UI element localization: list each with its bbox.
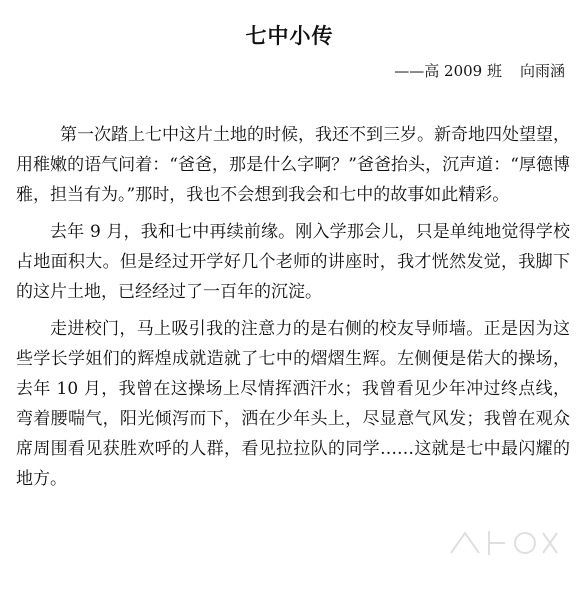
watermark-icon xyxy=(445,523,565,563)
paragraph: 去年 9 月，我和七中再续前缘。刚入学那会儿，只是单纯地觉得学校占地面积大。但是经过开学好几个老师的讲座时，我才恍然发觉，我脚下的这片土地，已经经过了一百年的沉淀。 xyxy=(16,222,570,302)
byline-class: ——高 2009 班 xyxy=(394,62,502,80)
document-title: 七中小传 xyxy=(245,23,334,48)
article-body xyxy=(16,120,570,501)
paragraph: 第一次踏上七中这片土地的时候，我还不到三岁。新奇地四处望望，用稚嫩的语气问着：“爸爸，那是什么字啊？”爸爸抬头，沉声道：“厚德博雅，担当有为。”那时，我也不会想到我会和七中的故事如此精彩。 xyxy=(16,125,570,205)
byline xyxy=(394,60,565,81)
byline-author: 向雨涵 xyxy=(519,62,565,80)
paragraph: 走进校门，马上吸引我的注意力的是右侧的校友导师墙。正是因为这些学长学姐们的辉煌成就造就了七中的熠熠生辉。左侧便是偌大的操场，去年 10 月，我曾在这操场上尽情挥洒汗水；我曾看见少年冲过终点线，弯着腰喘气，阳光倾泻而下，洒在少年头上，尽显意气风发；我曾在观众席周围看见获胜欢呼的人群，看见拉拉队的同学……这就是七中最闪耀的地方。 xyxy=(16,319,570,489)
